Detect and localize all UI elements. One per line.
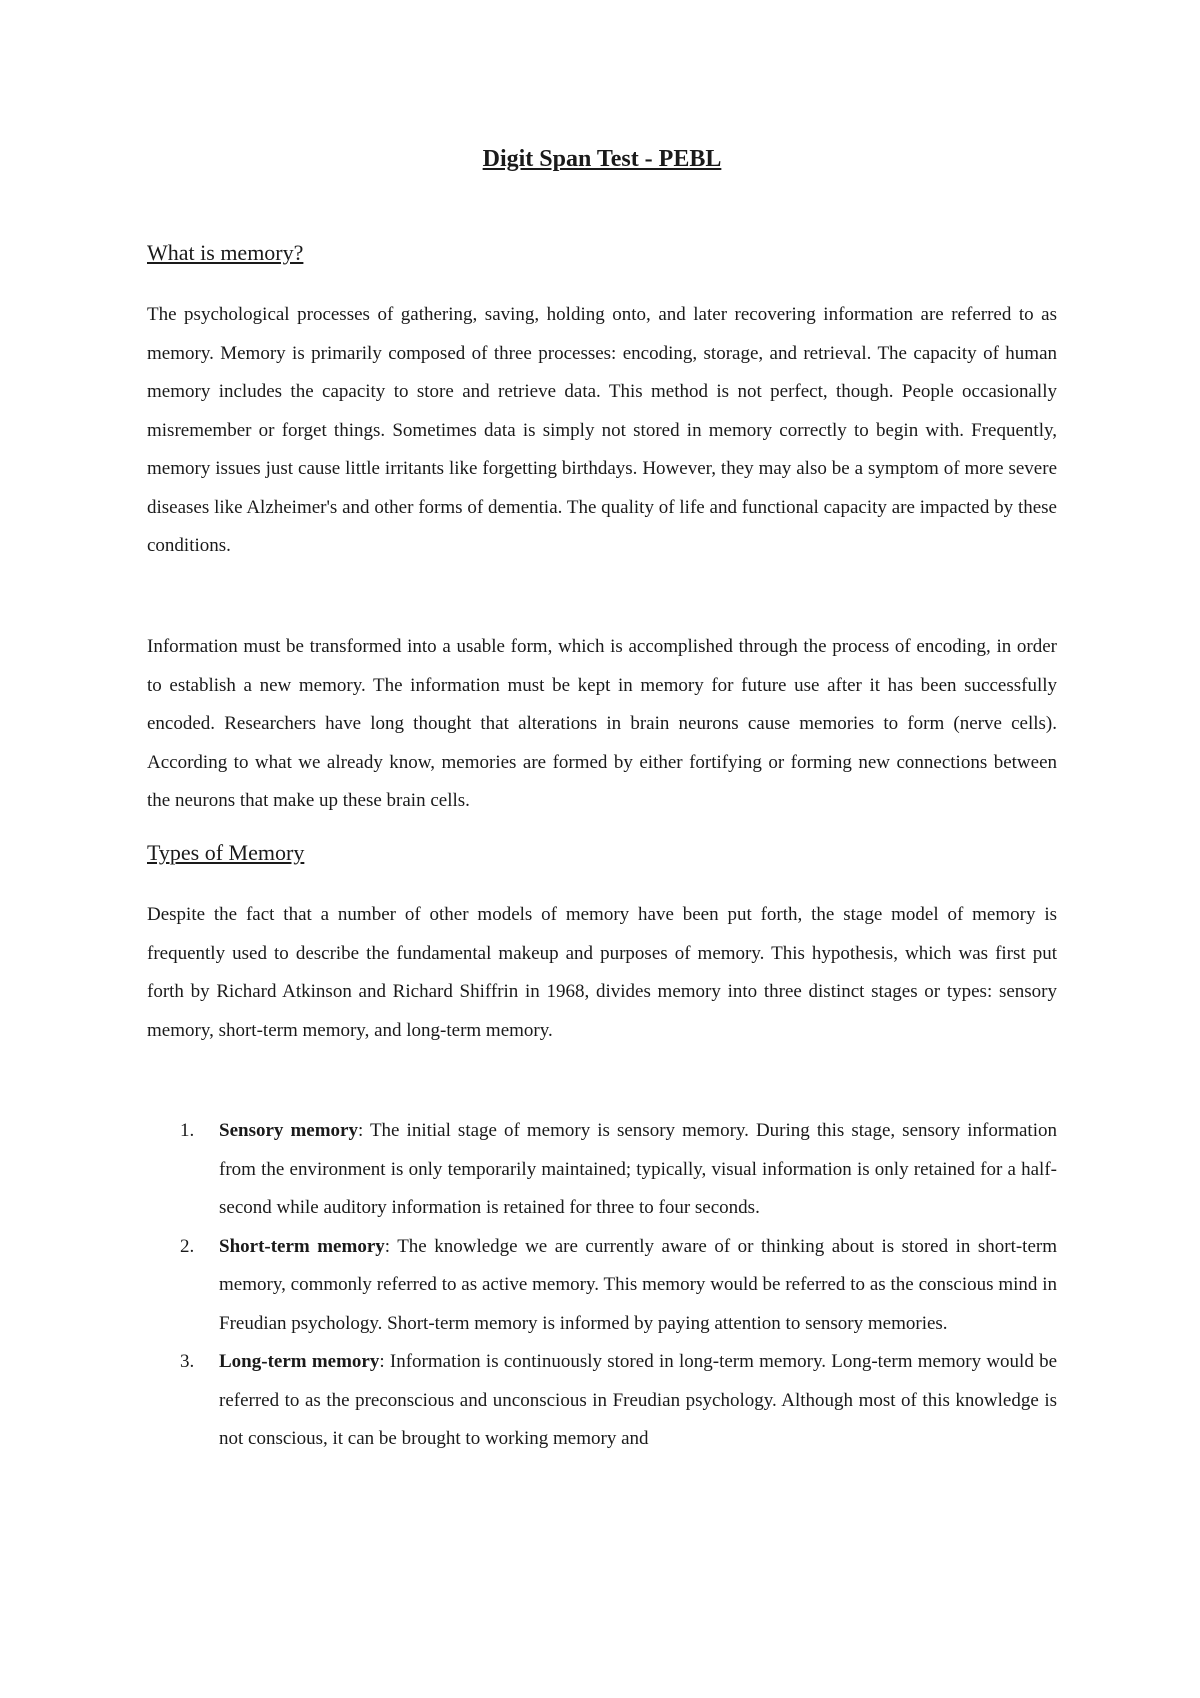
list-term: Short-term memory bbox=[219, 1235, 385, 1257]
section-heading-types-of-memory: Types of Memory bbox=[147, 840, 305, 865]
paragraph-memory-definition: The psychological processes of gathering, saving, holding onto, and later recovering information are referred to as memory. Memory is primarily composed of three processes: encoding, storage, and retrieval. The capacity of human memory includes the capacity to store and retrieve data. This method is not perfect, though. People occasionally misremember or forget things. Sometimes data is simply not stored in memory correctly to begin with. Frequently, memory issues just cause little irritants like forgetting birthdays. However, they may also be a symptom of more severe diseases like Alzheimer's and other forms of dementia. The quality of life and functional capacity are impacted by these conditions. bbox=[147, 304, 1057, 556]
list-item-short-term-memory bbox=[147, 1228, 1057, 1344]
section-heading-what-is-memory: What is memory? bbox=[147, 240, 304, 265]
list-item-sensory-memory bbox=[147, 1112, 1057, 1228]
document-title: Digit Span Test - PEBL bbox=[482, 146, 722, 172]
paragraph-stage-model: Despite the fact that a number of other models of memory have been put forth, the stage model of memory is frequently used to describe the fundamental makeup and purposes of memory. This hypothesis, which was first put forth by Richard Atkinson and Richard Shiffrin in 1968, divides memory into three distinct stages or types: sensory memory, short-term memory, and long-term memory. bbox=[147, 904, 1057, 1041]
list-number: 1. bbox=[180, 1120, 195, 1141]
list-number: 3. bbox=[180, 1351, 195, 1372]
list-text: : The knowledge we are currently aware of or thinking about is stored in short-term memory, commonly referred to as active memory. This memory would be referred to as the conscious mind in Freudian psychology. Short-term memory is informed by paying attention to sensory memories. bbox=[219, 1235, 1057, 1334]
list-text: : The initial stage of memory is sensory memory. During this stage, sensory information from the environment is only temporarily maintained; typically, visual information is only retained for a half-second while auditory information is retained for three to four seconds. bbox=[219, 1120, 1057, 1218]
memory-types-list bbox=[147, 1112, 1057, 1459]
list-number: 2. bbox=[180, 1235, 195, 1257]
list-item-long-term-memory bbox=[147, 1343, 1057, 1459]
paragraph-encoding: Information must be transformed into a usable form, which is accomplished through the process of encoding, in order to establish a new memory. The information must be kept in memory for future use after it has been successfully encoded. Researchers have long thought that alterations in brain neurons cause memories to form (nerve cells). According to what we already know, memories are formed by either fortifying or forming new connections between the neurons that make up these brain cells. bbox=[147, 636, 1057, 811]
list-text: : Information is continuously stored in long-term memory. Long-term memory would be referred to as the preconscious and unconscious in Freudian psychology. Although most of this knowledge is not conscious, it can be brought to working memory and bbox=[219, 1351, 1058, 1449]
list-term: Long-term memory bbox=[219, 1351, 380, 1372]
list-term: Sensory memory bbox=[219, 1120, 358, 1141]
